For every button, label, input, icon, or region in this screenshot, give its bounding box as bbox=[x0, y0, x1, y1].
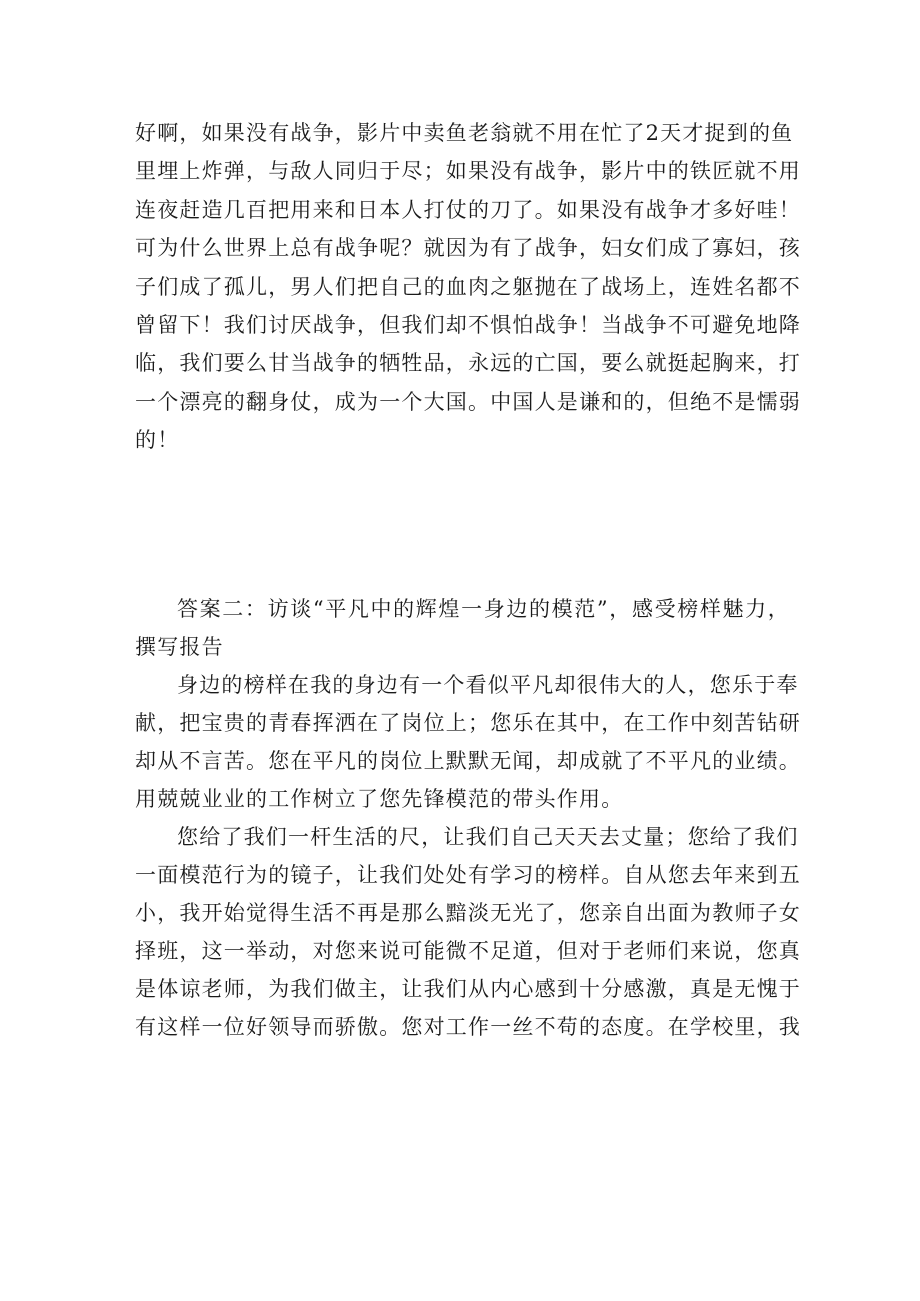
paragraph-line: 小，我开始觉得生活不再是那么黯淡无光了，您亲自出面为教师子女 bbox=[135, 901, 801, 925]
paragraph-line: 有这样一位好领导而骄傲。您对工作一丝不苟的态度。在学校里，我 bbox=[135, 1015, 801, 1039]
paragraph-line: 献，把宝贵的青春挥洒在了岗位上；您乐在其中，在工作中刻苦钻研 bbox=[135, 711, 801, 735]
paragraph-line: 一个漂亮的翻身仗，成为一个大国。中国人是谦和的，但绝不是懦弱 bbox=[135, 389, 801, 414]
paragraph-line: 却从不言苦。您在平凡的岗位上默默无闻，却成就了不平凡的业绩。 bbox=[135, 749, 801, 773]
paragraph-war-reflection bbox=[135, 114, 801, 460]
paragraph-line: 的！ bbox=[135, 428, 180, 453]
paragraph-line: 一面模范行为的镜子，让我们处处有学习的榜样。自从您去年来到五 bbox=[135, 863, 801, 887]
paragraph-line: 子们成了孤儿，男人们把自己的血肉之躯抛在了战场上，连姓名都不 bbox=[135, 274, 801, 299]
paragraph-line: 好啊，如果没有战争，影片中卖鱼老翁就不用在忙了2天才捉到的鱼 bbox=[135, 121, 794, 145]
paragraph-line: 临，我们要么甘当战争的牺牲品，永远的亡国，要么就挺起胸来，打 bbox=[135, 351, 801, 376]
paragraph-line: 曾留下！我们讨厌战争，但我们却不惧怕战争！当战争不可避免地降 bbox=[135, 312, 801, 337]
answer-two-section bbox=[135, 590, 801, 1046]
paragraph-line: 您给了我们一杆生活的尺，让我们自己天天去丈量；您给了我们 bbox=[177, 825, 799, 849]
paragraph-line: 可为什么世界上总有战争呢？就因为有了战争，妇女们成了寡妇，孩 bbox=[135, 236, 801, 261]
section-heading: 答案二：访谈“平凡中的辉煌一身边的模范”，感受榜样魅力， bbox=[177, 597, 790, 621]
paragraph-line: 连夜赶造几百把用来和日本人打仗的刀了。如果没有战争才多好哇！ bbox=[135, 197, 801, 222]
section-heading-continuation: 撰写报告 bbox=[135, 635, 224, 659]
paragraph-line: 身边的榜样在我的身边有一个看似平凡却很伟大的人，您乐于奉 bbox=[177, 673, 799, 697]
paragraph-line: 是体谅老师，为我们做主，让我们从内心感到十分感激，真是无愧于 bbox=[135, 977, 801, 1001]
paragraph-line: 用兢兢业业的工作树立了您先锋模范的带头作用。 bbox=[135, 787, 624, 811]
paragraph-line: 择班，这一举动，对您来说可能微不足道，但对于老师们来说，您真 bbox=[135, 939, 801, 963]
paragraph-line: 里埋上炸弹，与敌人同归于尽；如果没有战争，影片中的铁匠就不用 bbox=[135, 159, 801, 184]
